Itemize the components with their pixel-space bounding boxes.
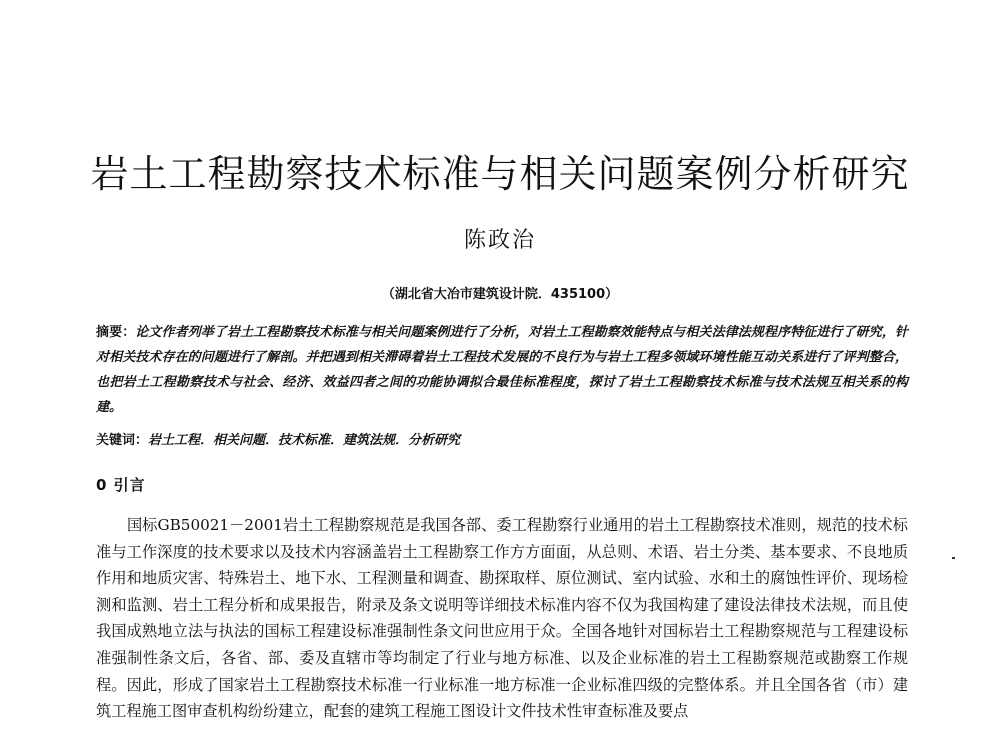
section-heading-introduction: 0 引言: [96, 476, 146, 494]
abstract-label: 摘要：: [96, 325, 136, 340]
author-name: 陈政治: [463, 228, 536, 253]
author-affiliation: （湖北省大冶市建筑设计院．435100）: [381, 287, 619, 302]
keywords-text: 岩土工程．相关问题．技术标准．建筑法规．分析研究: [148, 433, 461, 448]
abstract-text: 论文作者列举了岩土工程勘察技术标准与相关问题案例进行了分析，对岩土工程勘察效能特点与相关法律法规程序特征进行了研究，针对相关技术存在的问题进行了解剖。并把遇到相关滞碍着岩土工程技术发展的不良行为与岩土工程多领域环境性能互动关系进行了评判整合，也把岩土工程勘察技术与社会、经济、效益四者之间的功能协调拟合最佳标准程度，探讨了岩土工程勘察技术标准与技术法规互相关系的构建。: [96, 325, 908, 415]
abstract: [96, 320, 908, 420]
scan-speck: [952, 557, 955, 559]
keywords: [96, 429, 908, 453]
body-paragraph: 国标GB50021－2001岩土工程勘察规范是我国各部、委工程勘察行业通用的岩土工程勘察技术准则，规范的技术标准与工作深度的技术要求以及技术内容涵盖岩土工程勘察工作方方面面，从总则、术语、岩土分类、基本要求、不良地质作用和地质灾害、特殊岩土、地下水、工程测量和调查、勘探取样、原位测试、室内试验、水和土的腐蚀性评价、现场检测和监测、岩土工程分析和成果报告，附录及条文说明等详细技术标准内容不仅为我国构建了建设法律技术法规，而且使我国成熟地立法与执法的国标工程建设标准强制性条文问世应用于众。全国各地针对国标岩土工程勘察规范与工程建设标准强制性条文后，各省、部、委及直辖市等均制定了行业与地方标准、以及企业标准的岩土工程勘察规范或勘察工作规程。因此，形成了国家岩土工程勘察技术标准一行业标准一地方标准一企业标准四级的完整体系。并且全国各省（市）建筑工程施工图审查机构纷纷建立，配套的建筑工程施工图设计文件技术性审查标准及要点: [96, 516, 908, 721]
paper-title: 岩土工程勘察技术标准与相关问题案例分析研究: [90, 152, 910, 196]
keywords-label: 关键词：: [96, 433, 149, 448]
